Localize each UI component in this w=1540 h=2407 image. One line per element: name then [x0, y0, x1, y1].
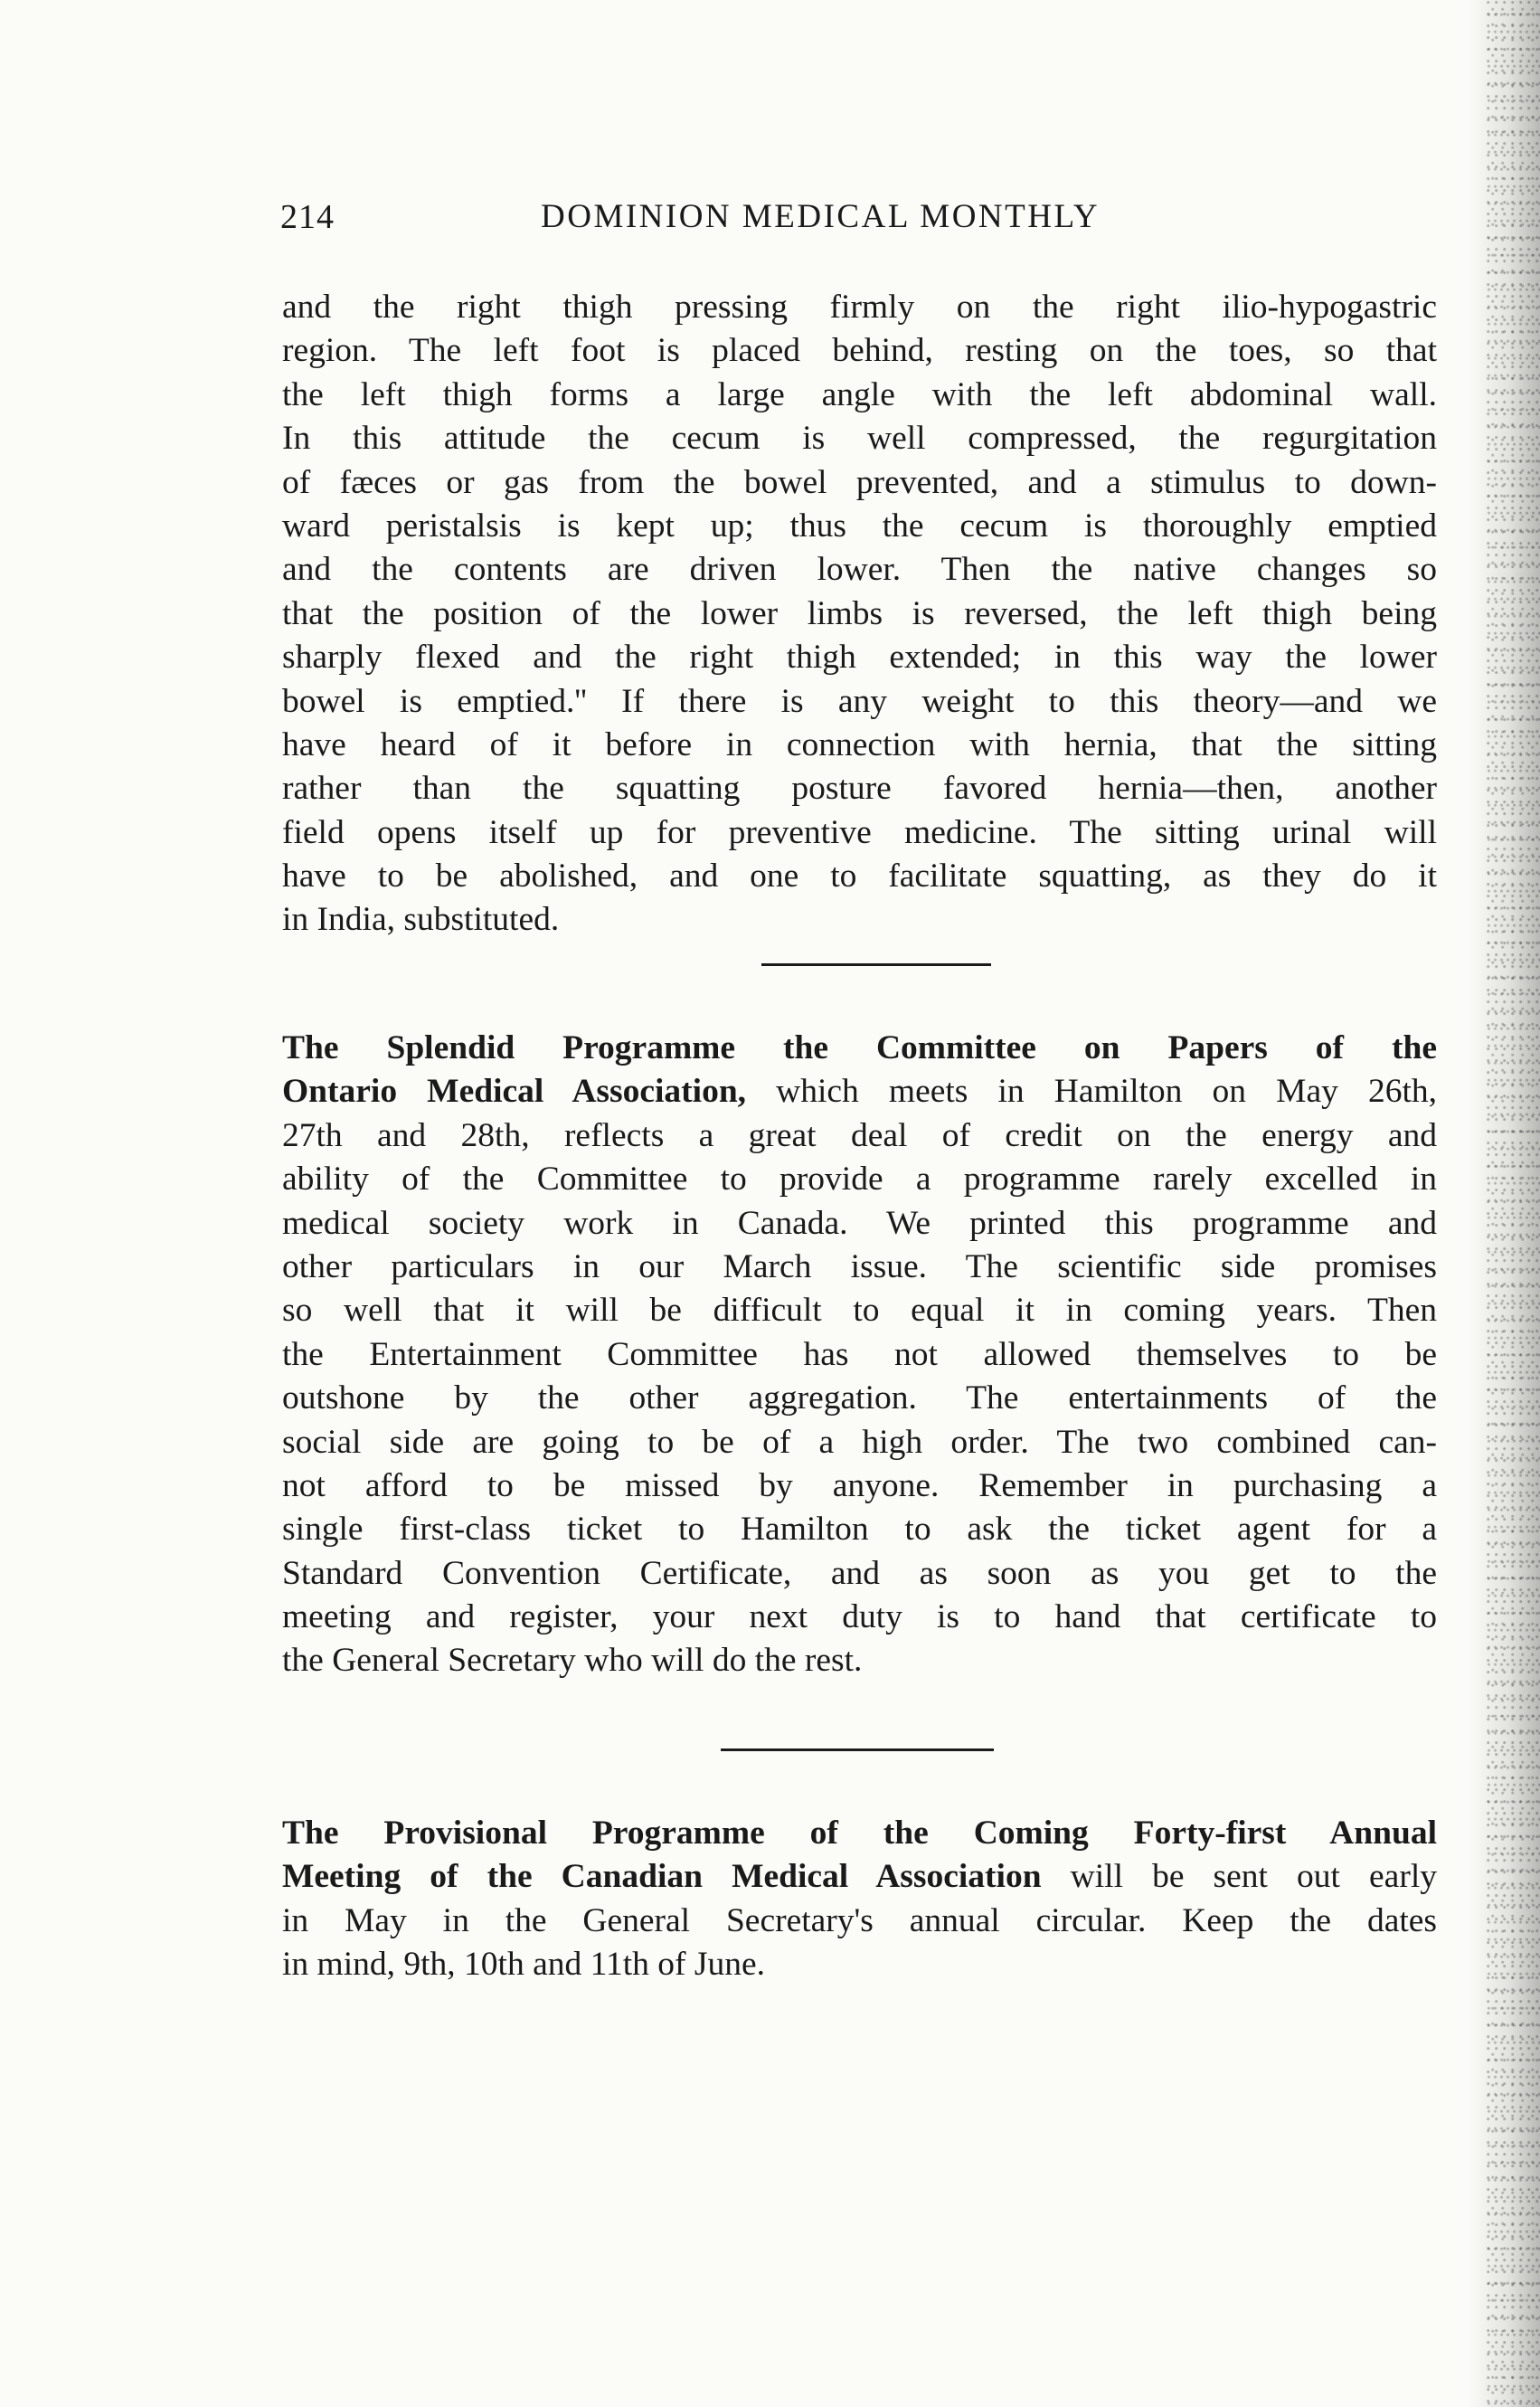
text-line: the Entertainment Committee has not allowed themselves to be — [282, 1335, 1437, 1373]
text-segment: will be sent out early — [1041, 1858, 1437, 1896]
text-line: of fæces or gas from the bowel prevented, and a stimulus to down- — [282, 463, 1437, 501]
bold-lead-text: Meeting of the Canadian Medical Association — [282, 1858, 1042, 1896]
bold-lead-text: The Provisional Programme of the Coming Forty-first Annual — [282, 1815, 1437, 1852]
text-line: not afford to be missed by anyone. Remember in purchasing a — [282, 1466, 1437, 1504]
text-line — [282, 1070, 1437, 1113]
page-header — [280, 197, 1185, 251]
paragraph-hernia-theory — [282, 286, 1437, 943]
section-divider — [761, 963, 991, 966]
text-line: ward peristalsis is kept up; thus the cecum is thoroughly emptied — [282, 507, 1437, 545]
text-line: outshone by the other aggregation. The entertainments of the — [282, 1379, 1437, 1417]
text-line: bowel is emptied.'' If there is any weight to this theory—and we — [282, 682, 1437, 720]
text-line: meeting and register, your next duty is to hand that certificate to — [282, 1598, 1437, 1636]
text-line: medical society work in Canada. We printed this programme and — [282, 1204, 1437, 1242]
text-line: the General Secretary who will do the rest. — [282, 1642, 863, 1680]
text-line: rather than the squatting posture favored hernia—then, another — [282, 770, 1437, 808]
text-line: and the right thigh pressing firmly on the right ilio-hypogastric — [282, 289, 1437, 326]
text-line: single first-class ticket to Hamilton to ask the ticket agent for a — [282, 1511, 1437, 1549]
paragraph-ontario-programme — [282, 1027, 1437, 1683]
bold-lead-text: The Splendid Programme the Committee on Papers of the — [282, 1029, 1437, 1066]
text-line: sharply flexed and the right thigh extended; in this way the lower — [282, 639, 1437, 677]
text-line: in mind, 9th, 10th and 11th of June. — [282, 1946, 765, 1984]
text-line: Standard Convention Certificate, and as soon as you get to the — [282, 1554, 1437, 1592]
text-line: in May in the General Secretary's annual circular. Keep the dates — [282, 1901, 1437, 1939]
text-line: ability of the Committee to provide a programme rarely excelled in — [282, 1161, 1437, 1199]
text-line — [282, 1812, 1437, 1855]
text-line — [282, 1027, 1437, 1070]
text-line: the left thigh forms a large angle with the left abdominal wall. — [282, 375, 1437, 413]
text-line: field opens itself up for preventive medicine. The sitting urinal will — [282, 813, 1437, 851]
text-line: have heard of it before in connection with hernia, that the sitting — [282, 725, 1437, 763]
text-line: in India, substituted. — [282, 901, 560, 939]
text-segment: which meets in Hamilton on May 26th, — [746, 1073, 1437, 1111]
text-line: 27th and 28th, reflects a great deal of credit on the energy and — [282, 1116, 1437, 1154]
text-line: so well that it will be difficult to equal it in coming years. Then — [282, 1292, 1437, 1330]
page-number: 214 — [280, 198, 335, 236]
scan-edge-speckle — [1486, 0, 1540, 2407]
text-line: that the position of the lower limbs is reversed, the left thigh being — [282, 594, 1437, 632]
text-line: other particulars in our March issue. The scientific side promises — [282, 1247, 1437, 1285]
text-line: social side are going to be of a high order. The two combined can- — [282, 1423, 1437, 1461]
text-line — [282, 1855, 1437, 1899]
text-line: have to be abolished, and one to facilitate squatting, as they do it — [282, 858, 1437, 896]
paragraph-cma-programme — [282, 1812, 1437, 1987]
running-title: DOMINION MEDICAL MONTHLY — [541, 198, 1101, 235]
text-line: and the contents are driven lower. Then the native changes so — [282, 551, 1437, 589]
text-line: region. The left foot is placed behind, resting on the toes, so that — [282, 332, 1437, 370]
bold-lead-text: Ontario Medical Association, — [282, 1073, 747, 1111]
text-line: In this attitude the cecum is well compressed, the regurgitation — [282, 420, 1437, 458]
section-divider — [721, 1748, 994, 1751]
